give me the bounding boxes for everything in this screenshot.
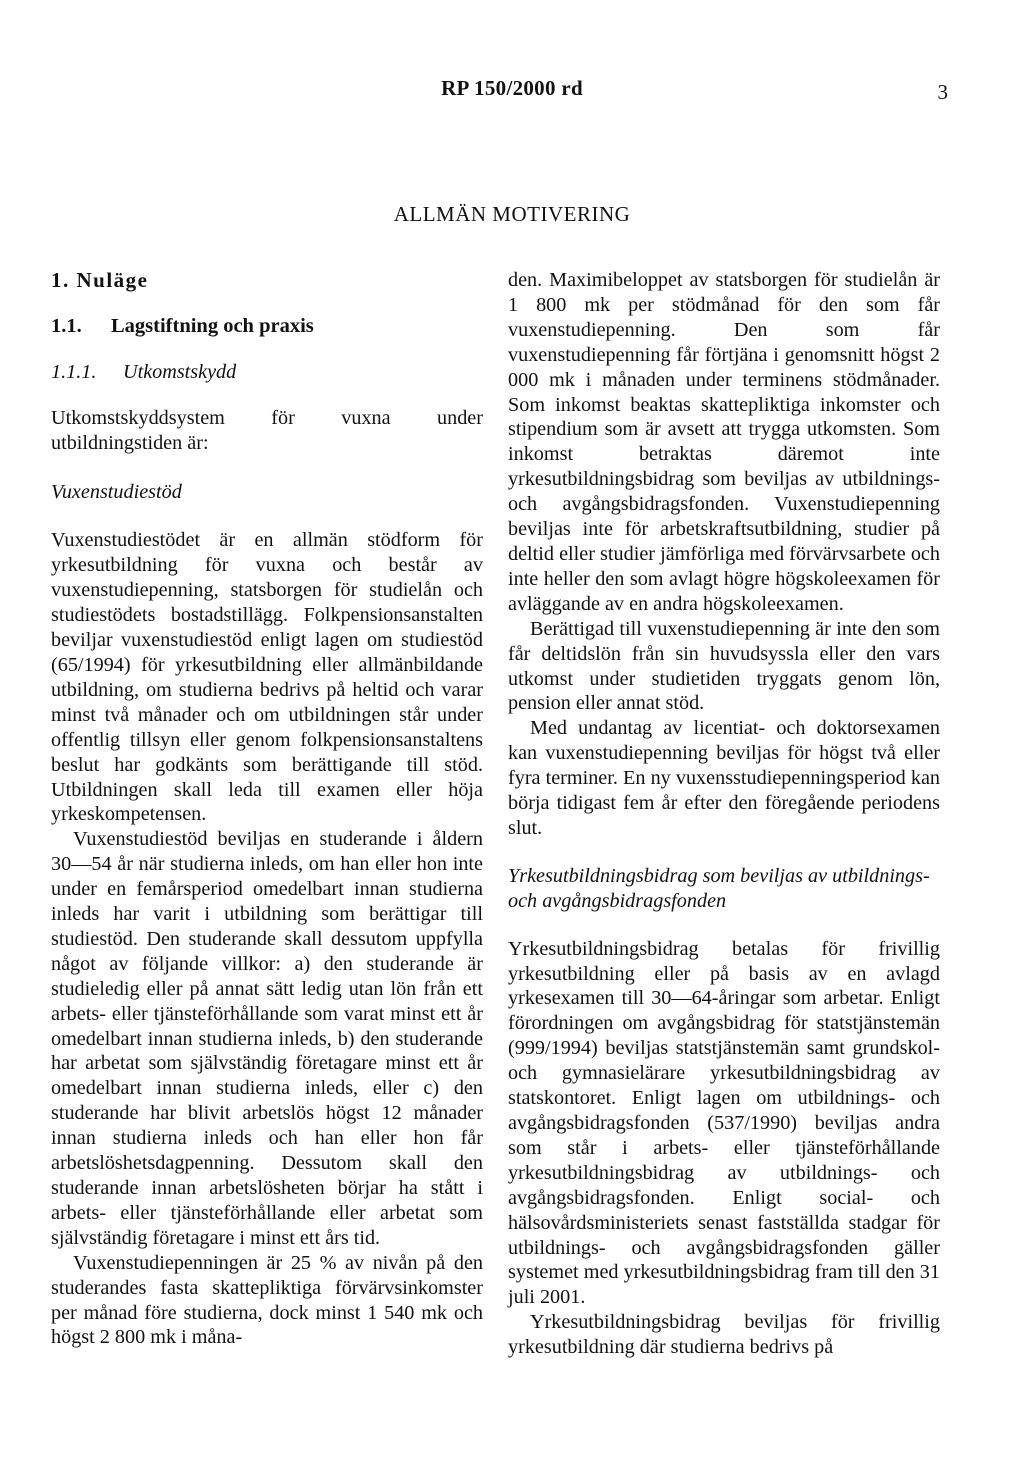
main-heading: ALLMÄN MOTIVERING: [393, 202, 631, 226]
left-column: [51, 268, 483, 1350]
paragraph: Yrkesutbildningsbidrag beviljas för frivillig yrkesutbildning där studierna bedrivs på: [508, 1311, 940, 1359]
page-header: [0, 76, 1024, 106]
paragraph: Vuxenstudiestödet är en allmän stödform för yrkesutbildning för vuxna och består av vuxenstudiepenning, statsborgen för studielån och studiestödets bostadstillägg. Folkpensionsanstalten beviljar vuxenstudiestöd enligt lagen om studiestöd (65/1994) för yrkesutbildning eller allmänbildande utbildning, om studierna bedrivs på heltid och varar minst två månader och om utbildningen står under offentlig tillsyn eller genom folkpensionsanstaltens beslut har godkänts som berättigande till stöd. Utbildningen skall leda till examen eller höja yrkeskompetensen.: [51, 529, 483, 826]
subsubsection-number: 1.1.1.: [51, 360, 97, 383]
section-title: Nuläge: [76, 268, 149, 292]
paragraph: Berättigad till vuxenstudiepenning är inte den som får deltidslön från sin huvudsyssla eller den vars utkomst under studietiden tryggats genom lön, pension eller annat stöd.: [508, 617, 940, 715]
intro-paragraph: Utkomstskyddsystem för vuxna under utbildningstiden är:: [51, 406, 483, 454]
page-number: 3: [937, 80, 948, 104]
paragraph: Yrkesutbildningsbidrag betalas för frivillig yrkesutbildning eller på basis av en avlagd yrkesexamen till 30—64-åringar som arbetar. Enligt förordningen om avgångsbidrag för statstjänstemän (999/1994) beviljas statstjänstemän samt grundskol- och gymnasielärare yrkesutbildningsbidrag av statskontoret. Enligt lagen om utbildnings- och avgångsbidragsfonden (537/1990) beviljas andra som står i arbets- eller tjänsteförhållande yrkesutbildningsbidrag av utbildnings- och avgångsbidragsfonden. Enligt social- och hälsovårdsministeriets senast fastställda stadgar för utbildnings- och avgångsbidragsfonden gäller systemet med yrkesutbildningsbidrag fram till den 31 juli 2001.: [508, 937, 940, 1309]
subsection-heading: [51, 314, 483, 339]
right-column: [508, 268, 940, 1360]
subheading-vuxenstudiestod: Vuxenstudiestöd: [51, 480, 182, 503]
section-heading: [51, 268, 483, 293]
paragraph: Vuxenstudiestöd beviljas en studerande i åldern 30—54 år när studierna inleds, om han eller hon inte under en femårsperiod omedelbart innan studierna inleds har varit i utbildning som berättigar till studiestöd. Den studerande skall dessutom uppfylla något av följande villkor: a) den studerande är studieledig eller på annat sätt ledig utan lön från ett arbets- eller tjänsteförhållande som varat minst ett år omedelbart innan studierna inleds, b) den studerande har arbetat som självständig företagare minst ett år omedelbart innan studierna inleds, eller c) den studerande har blivit arbetslös högst 12 månader innan studierna inleds och han eller hon får arbetslöshetsdagpenning. Dessutom skall den studerande innan arbetslösheten börjar ha stått i arbets- eller tjänsteförhållande eller arbetat som självständig företagare i minst ett års tid.: [51, 828, 483, 1249]
paragraph: den. Maximibeloppet av statsborgen för studielån är 1 800 mk per stödmånad för den som får vuxenstudiepenning. Den som får vuxenstudiepenning får förtjäna i genomsnitt högst 2 000 mk i månaden under terminens stödmånader. Som inkomst beaktas skattepliktiga inkomster och stipendium som är avsett att trygga utkomsten. Som inkomst betraktas däremot inte yrkesutbildningsbidrag som beviljas av utbildnings- och avgångsbidragsfonden. Vuxenstudiepenning beviljas inte för arbetskraftsutbildning, studier på deltid eller studier jämförliga med förvärvsarbete och inte heller den som avlagt högre högskoleexamen för avläggande av en andra högskoleexamen.: [508, 269, 940, 615]
subsection-title: Lagstiftning och praxis: [111, 314, 314, 337]
paragraph: Vuxenstudiepenningen är 25 % av nivån på den studerandes fasta skattepliktiga förvärvsinkomster per månad före studierna, dock minst 1 540 mk och högst 2 800 mk i måna-: [51, 1251, 483, 1349]
running-title: RP 150/2000 rd: [441, 76, 583, 100]
subsubsection-heading: [51, 360, 483, 385]
section-number: 1.: [51, 268, 70, 292]
paragraph: Med undantag av licentiat- och doktorsexamen kan vuxenstudiepenning beviljas för högst två eller fyra terminer. En ny vuxensstudiepenningsperiod kan börja tidigast fem år efter den föregående periodens slut.: [508, 717, 940, 839]
subheading-yrkesutbildningsbidrag: Yrkesutbildningsbidrag som beviljas av utbildnings- och avgångsbidragsfonden: [508, 864, 930, 912]
subsubsection-title: Utkomstskydd: [123, 360, 237, 383]
subsection-number: 1.1.: [51, 314, 82, 337]
